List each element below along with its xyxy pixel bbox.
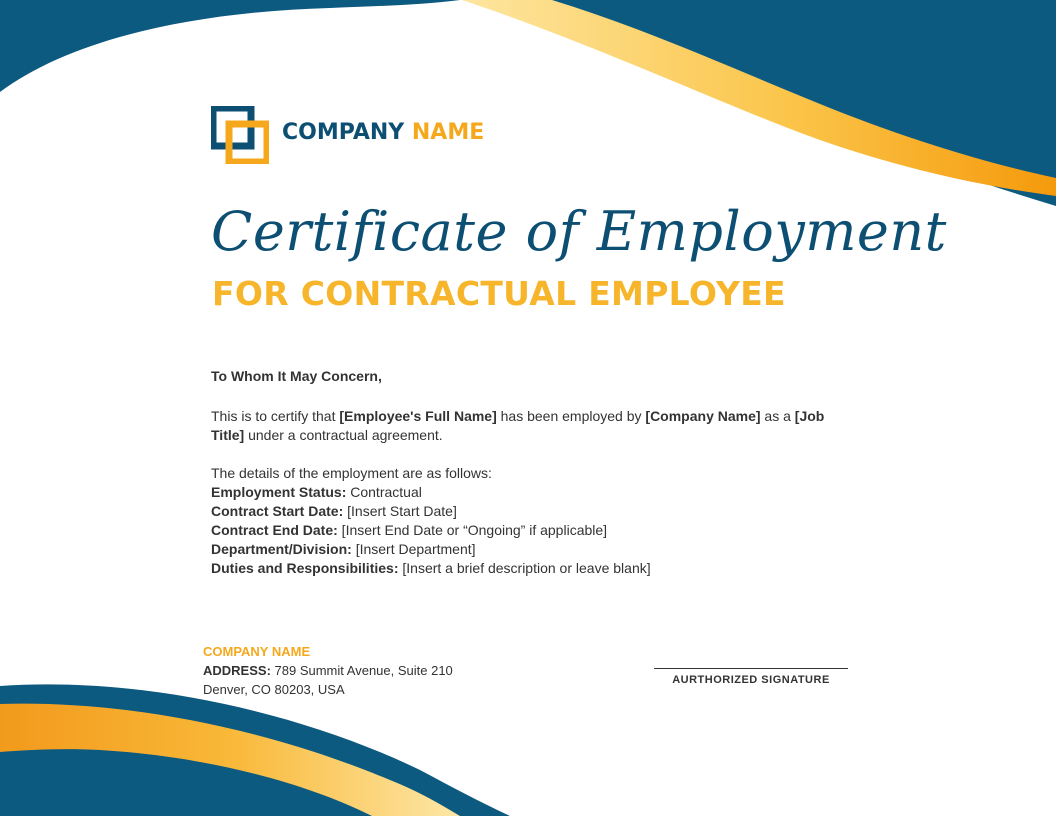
detail-value: [Insert End Date or “Ongoing” if applicable] [337,522,608,538]
footer-address-block [203,642,453,699]
intro-paragraph [211,407,861,445]
company-logo [211,106,269,164]
detail-row [211,559,861,578]
certificate-title: Certificate of Employment [211,200,947,263]
detail-value: [Insert Start Date] [343,503,457,519]
detail-row [211,483,861,502]
detail-value: [Insert Department] [351,541,476,557]
top-left-wave [0,0,460,92]
certificate-subtitle: FOR CONTRACTUAL EMPLOYEE [212,274,786,313]
job-title-placeholder: [Job Title] [211,408,825,443]
interlocking-squares-logo-icon [211,106,269,164]
detail-label: Duties and Responsibilities: [211,560,399,576]
detail-label: Contract Start Date: [211,503,344,519]
detail-row [211,502,861,521]
footer-company-name: COMPANY NAME [203,644,311,659]
signature-line [654,668,848,669]
detail-row [211,521,861,540]
company-word-2: NAME [411,120,485,145]
address-line-2: Denver, CO 80203, USA [203,682,345,697]
details-intro: The details of the employment are as follows: [211,465,492,481]
detail-label: Employment Status: [211,484,347,500]
company-name-heading [282,120,484,145]
employment-details [211,464,861,578]
detail-value: Contractual [346,484,422,500]
address-line-1 [203,661,453,680]
intro-text-4: under a contractual agreement. [244,427,443,443]
company-name-placeholder: [Company Name] [645,408,761,424]
address-street: 789 Summit Avenue, Suite 210 [270,663,453,678]
detail-label: Contract End Date: [211,522,338,538]
intro-text-2: has been employed by [496,408,646,424]
detail-value: [Insert a brief description or leave blank] [398,560,651,576]
intro-text-1: This is to certify that [211,408,340,424]
letter-body [211,367,861,578]
address-label: ADDRESS: [203,663,271,678]
intro-text-3: as a [760,408,795,424]
greeting: To Whom It May Concern, [211,368,382,384]
detail-label: Department/Division: [211,541,352,557]
employee-name-placeholder: [Employee's Full Name] [339,408,497,424]
signature-label: AURTHORIZED SIGNATURE [672,674,830,686]
company-word-1: COMPANY [282,120,405,145]
detail-row [211,540,861,559]
